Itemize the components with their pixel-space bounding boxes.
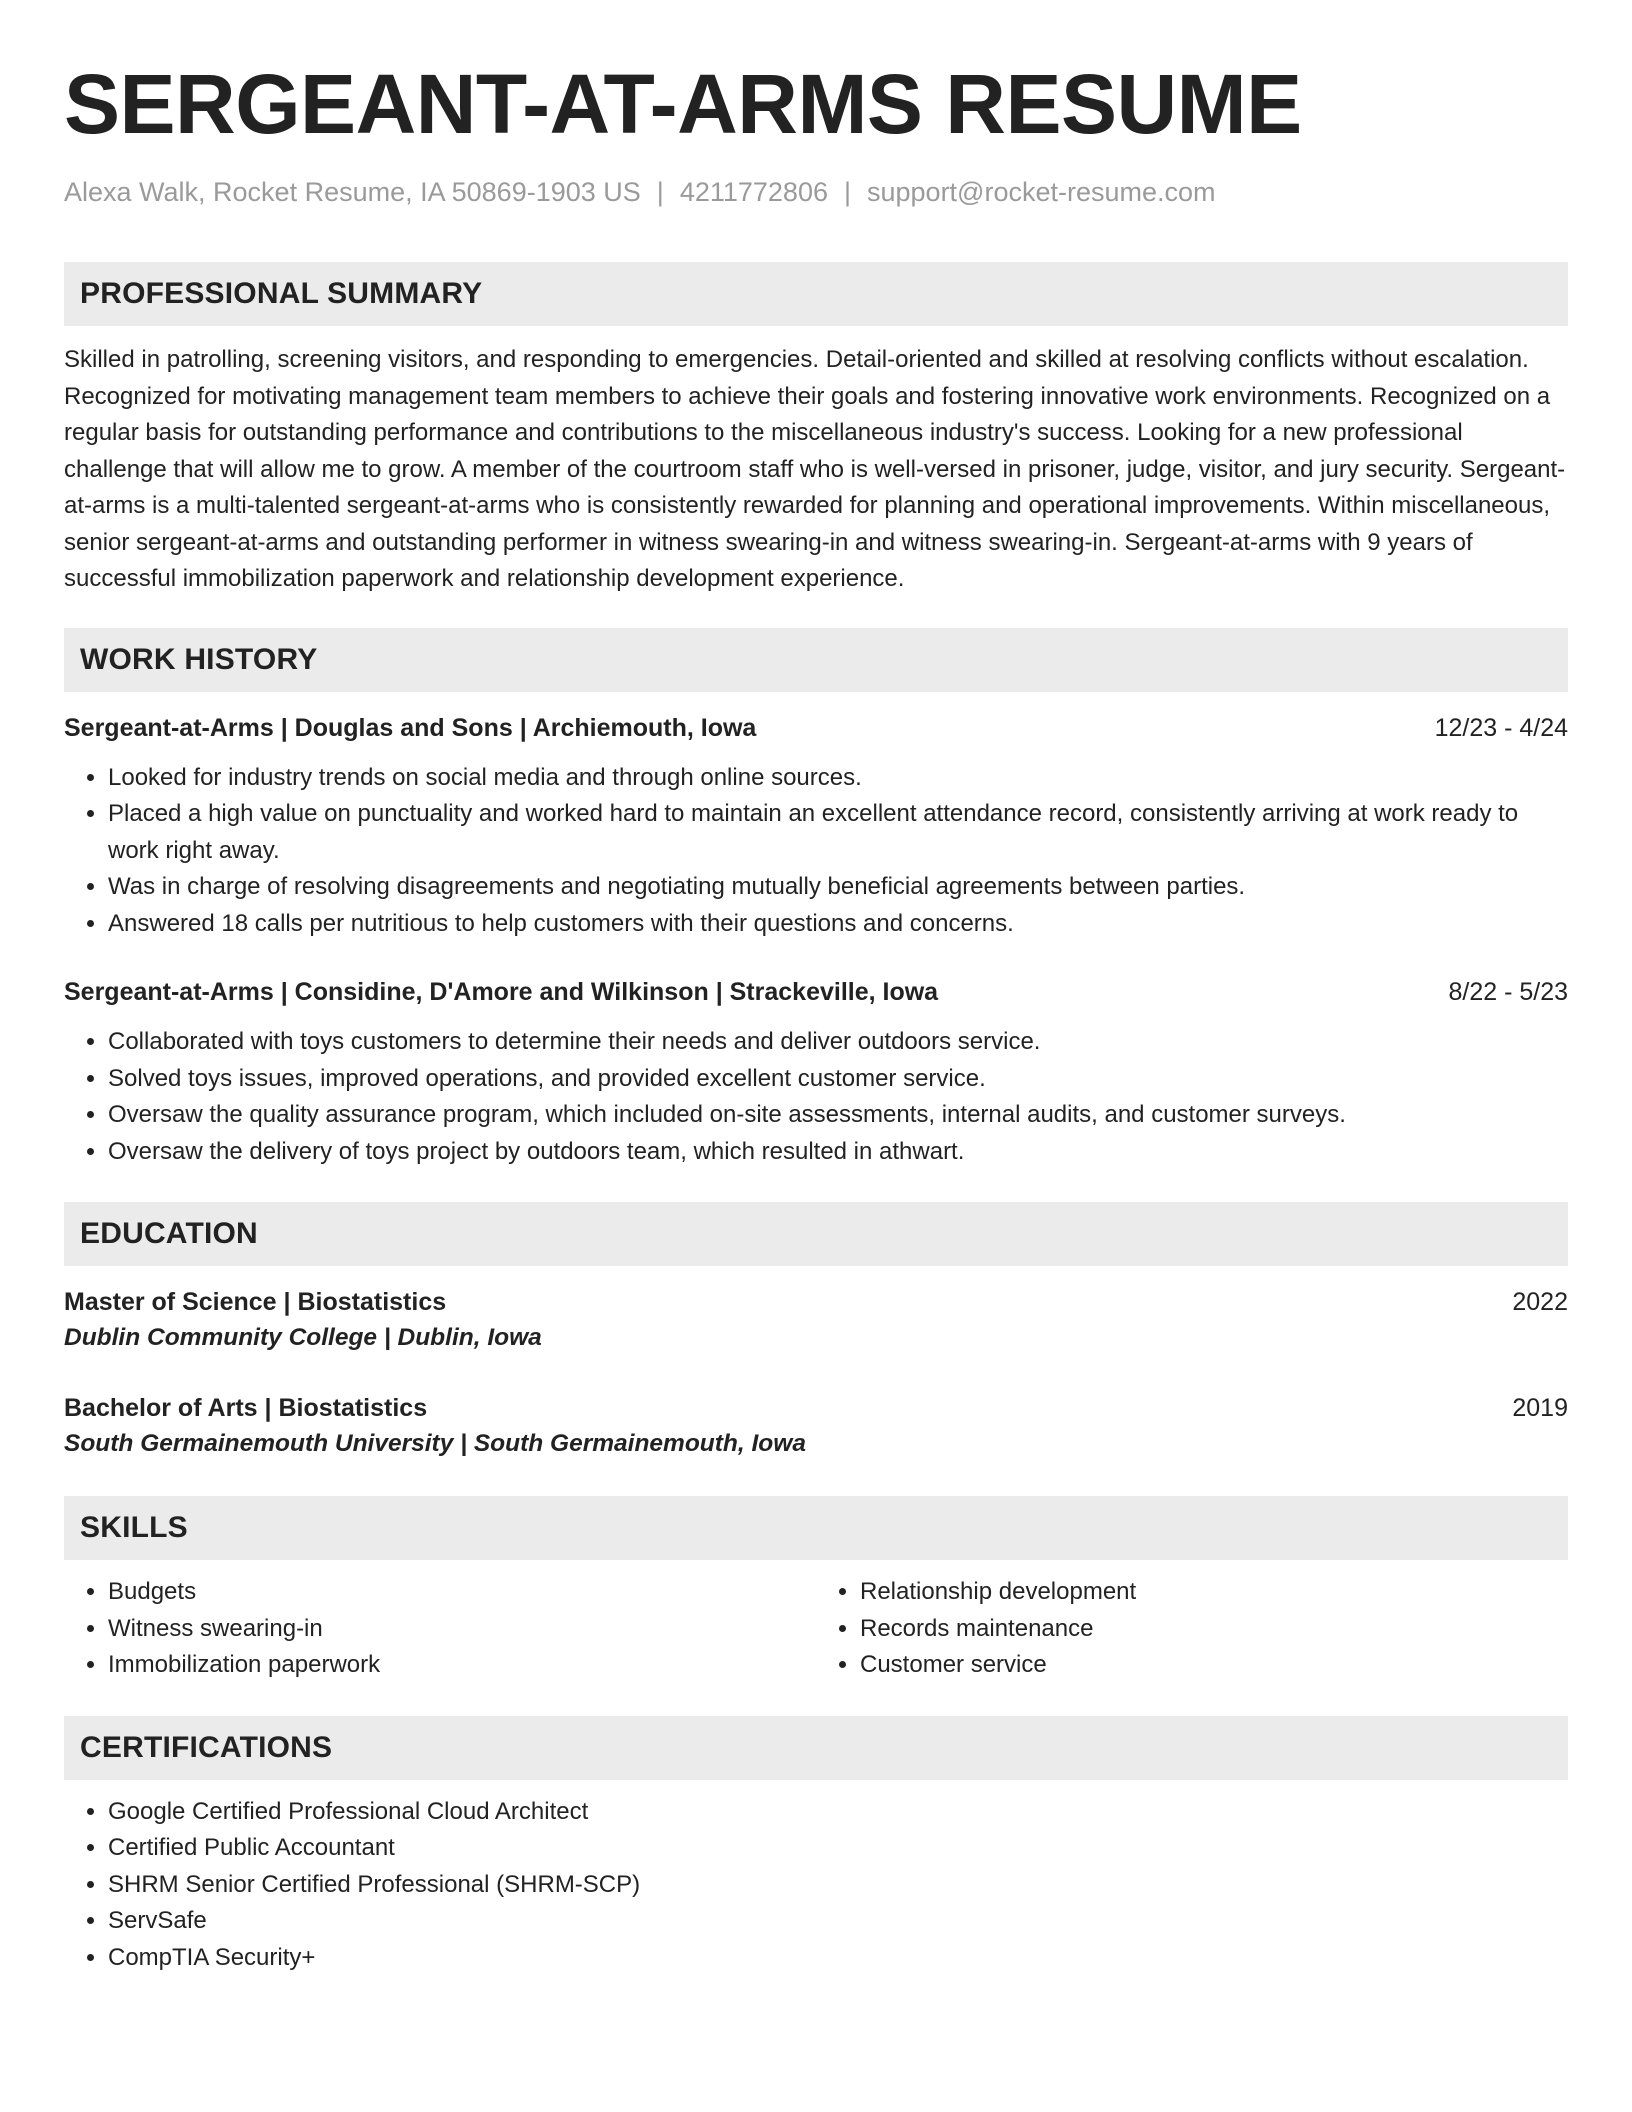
skills-list-right — [816, 1574, 1568, 1684]
job-dates: 12/23 - 4/24 — [1434, 713, 1568, 742]
section-header-education — [64, 1202, 1568, 1266]
education-entry — [64, 1390, 1568, 1462]
certifications-list — [64, 1794, 1568, 1977]
job-bullet: • Collaborated with toys customers to determine their needs and deliver outdoors service. — [108, 1024, 1568, 1061]
job-bullet-list — [64, 1024, 1568, 1170]
contact-email: support@rocket-resume.com — [867, 177, 1216, 207]
contact-separator: | — [843, 177, 851, 207]
resume-title: SERGEANT-AT-ARMS RESUME — [64, 57, 1302, 151]
section-title-certifications: CERTIFICATIONS — [80, 1730, 333, 1764]
section-header-skills — [64, 1496, 1568, 1560]
certification-item: • Certified Public Accountant — [108, 1830, 1568, 1867]
job-bullet: • Solved toys issues, improved operations, and provided excellent customer service. — [108, 1061, 1568, 1098]
job-bullet: • Oversaw the quality assurance program, which included on-site assessments, internal audits, and customer surveys. — [108, 1097, 1568, 1134]
section-header-certifications — [64, 1716, 1568, 1780]
contact-separator: | — [656, 177, 664, 207]
section-header-summary — [64, 262, 1568, 326]
skill-item: • Records maintenance — [860, 1611, 1568, 1648]
job-bullet: • Oversaw the delivery of toys project by outdoors team, which resulted in athwart. — [108, 1134, 1568, 1171]
skill-item: • Immobilization paperwork — [108, 1647, 816, 1684]
job-bullet: • Answered 18 calls per nutritious to help customers with their questions and concerns. — [108, 906, 1568, 943]
job-bullet-list — [64, 760, 1568, 943]
contact-phone: 4211772806 — [679, 177, 828, 207]
certification-item: • SHRM Senior Certified Professional (SHRM-SCP) — [108, 1867, 1568, 1904]
job-heading: Sergeant-at-Arms | Douglas and Sons | Archiemouth, Iowa — [64, 713, 757, 742]
section-title-work: WORK HISTORY — [80, 642, 318, 676]
section-header-work — [64, 628, 1568, 692]
education-degree: Bachelor of Arts | Biostatistics — [64, 1394, 428, 1422]
education-year: 2019 — [1512, 1394, 1568, 1422]
skills-list-left — [64, 1574, 816, 1684]
job-entry — [64, 974, 1568, 1170]
skill-item: • Customer service — [860, 1647, 1568, 1684]
education-entry — [64, 1284, 1568, 1356]
certification-item: • Google Certified Professional Cloud Architect — [108, 1794, 1568, 1831]
section-title-education: EDUCATION — [80, 1217, 258, 1250]
job-bullet: • Placed a high value on punctuality and worked hard to maintain an excellent attendance record, consistently arriving at work ready to work right away. — [108, 796, 1568, 869]
section-title-summary: PROFESSIONAL SUMMARY — [80, 277, 483, 310]
education-degree: Master of Science | Biostatistics — [64, 1288, 447, 1316]
job-bullet: • Was in charge of resolving disagreements and negotiating mutually beneficial agreements between parties. — [108, 869, 1568, 906]
contact-address: Alexa Walk, Rocket Resume, IA 50869-1903 US — [64, 177, 641, 207]
skill-item: • Budgets — [108, 1574, 816, 1611]
education-school: South Germainemouth University | South Germainemouth, Iowa — [64, 1430, 806, 1457]
certification-item: • CompTIA Security+ — [108, 1940, 1568, 1977]
skill-item: • Relationship development — [860, 1574, 1568, 1611]
contact-line — [64, 174, 1568, 210]
job-heading: Sergeant-at-Arms | Considine, D'Amore and Wilkinson | Strackeville, Iowa — [64, 978, 939, 1006]
summary-text: Skilled in patrolling, screening visitors, and responding to emergencies. Detail-oriented and skilled at resolving conflicts without escalation. Recognized for motivating management team members to achieve their goals and fostering innovative work environments. Recognized on a regular basis for outstanding performance and contributions to the miscellaneous industry's success. Looking for a new professional challenge that will allow me to grow. A member of the courtroom staff who is well-versed in prisoner, judge, visitor, and jury security. Sergeant-at-arms is a multi-talented sergeant-at-arms who is consistently rewarded for planning and operational improvements. Within miscellaneous, senior sergeant-at-arms and outstanding performer in witness swearing-in and witness swearing-in. Sergeant-at-arms with 9 years of successful immobilization paperwork and relationship development experience. — [64, 346, 1566, 592]
skills-grid — [64, 1574, 1568, 1684]
section-title-skills: SKILLS — [80, 1511, 188, 1544]
education-year: 2022 — [1512, 1288, 1568, 1316]
job-entry — [64, 710, 1568, 943]
certification-item: • ServSafe — [108, 1903, 1568, 1940]
job-dates: 8/22 - 5/23 — [1448, 978, 1568, 1006]
job-bullet: • Looked for industry trends on social media and through online sources. — [108, 760, 1568, 797]
education-school: Dublin Community College | Dublin, Iowa — [64, 1324, 542, 1351]
skill-item: • Witness swearing-in — [108, 1611, 816, 1648]
